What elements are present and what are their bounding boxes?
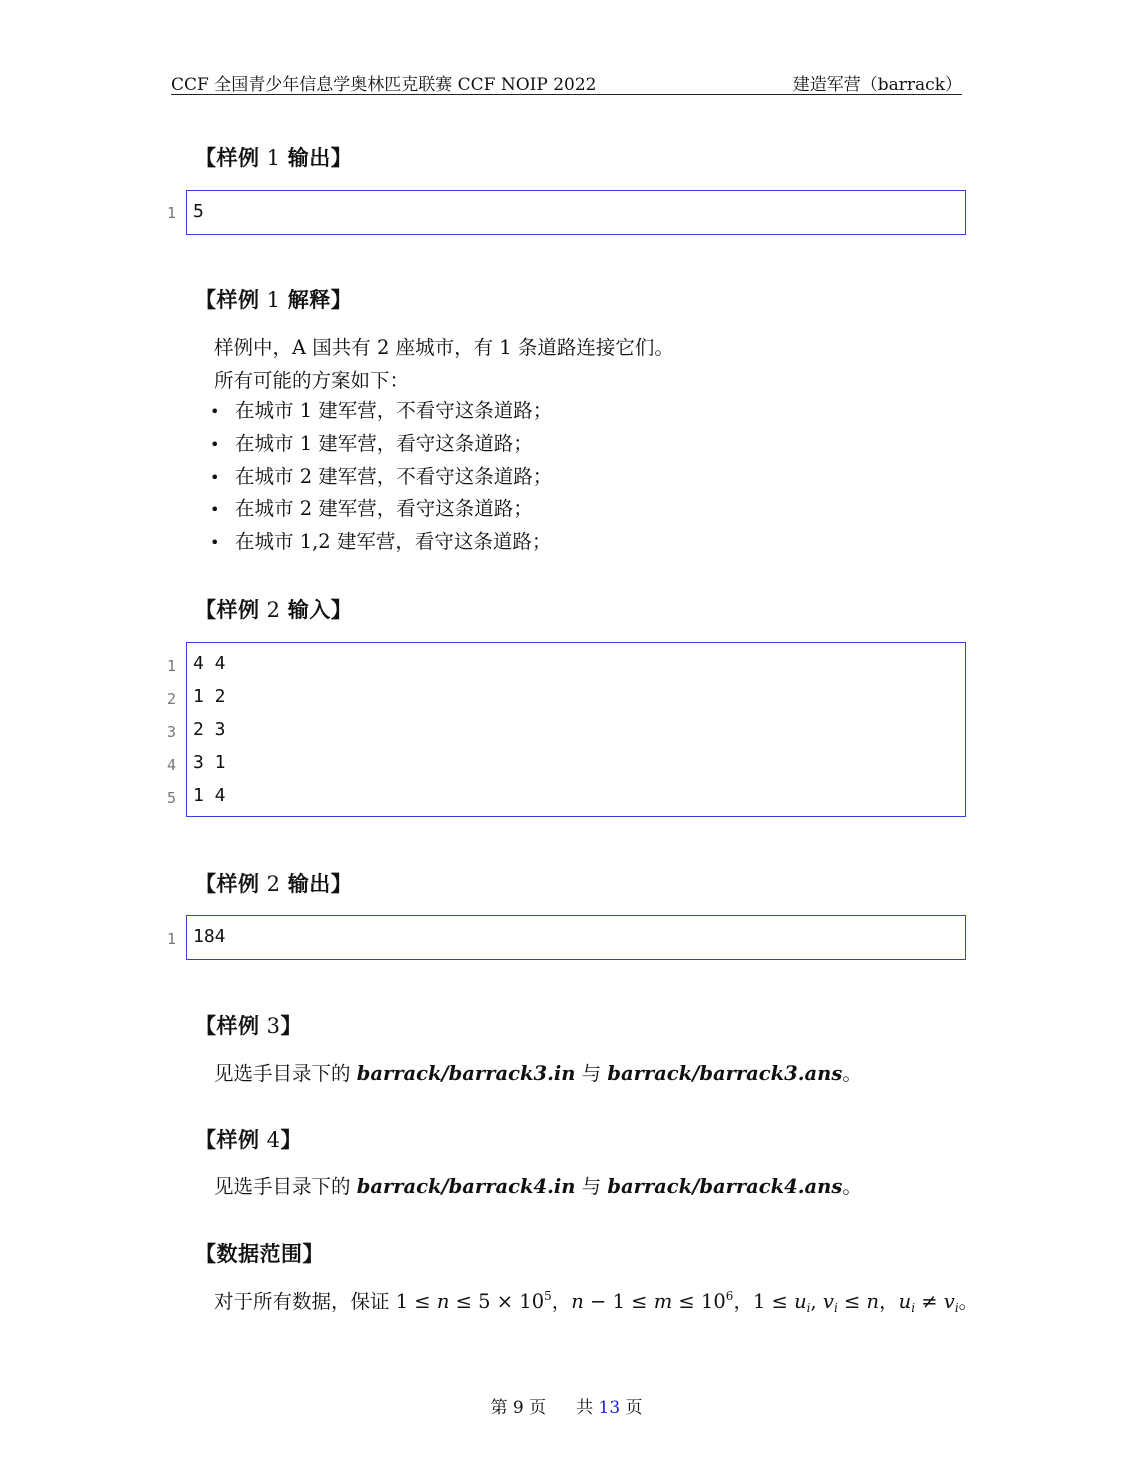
math-var: u xyxy=(794,1290,807,1313)
heading-number: 2 xyxy=(259,872,288,896)
page-footer xyxy=(0,1393,1133,1418)
footer-text: 页 xyxy=(620,1398,643,1418)
math-text: ≤ 5 × 10 xyxy=(449,1290,545,1313)
heading-text: 】 xyxy=(280,1128,303,1152)
math-subscript: i xyxy=(911,1301,916,1315)
math-text: ， xyxy=(879,1290,899,1313)
math-var: n xyxy=(436,1290,450,1313)
data-range-heading: 【数据范围】 xyxy=(195,1242,324,1266)
footer-text: 第 xyxy=(490,1398,513,1418)
heading-number: 4 xyxy=(259,1128,281,1152)
paragraph-text: 对于所有数据，保证 xyxy=(214,1290,396,1313)
math-var: v xyxy=(822,1290,834,1313)
bullet-icon: • xyxy=(210,533,220,553)
page-header xyxy=(171,66,962,95)
paragraph-text: 。 xyxy=(842,1062,862,1085)
line-number: 1 xyxy=(166,930,176,948)
page-number: 9 xyxy=(512,1398,524,1418)
heading-number: 2 xyxy=(259,598,288,622)
line-number: 3 xyxy=(166,723,176,741)
list-item-text: 在城市 1 建军营，不看守这条道路； xyxy=(235,399,553,422)
code-line: 1 2 xyxy=(193,686,226,707)
sample2-input-box xyxy=(186,642,966,817)
math-text: ≤ xyxy=(837,1290,867,1313)
math-var: n xyxy=(571,1290,584,1313)
plan-list xyxy=(210,395,552,559)
sample2-output-box xyxy=(186,915,966,960)
list-item-text: 在城市 2 建军营，看守这条道路； xyxy=(235,497,533,521)
line-number: 2 xyxy=(166,690,176,708)
heading-text: 【样例 xyxy=(195,288,260,312)
list-item xyxy=(210,493,552,526)
sample3-paragraph xyxy=(214,1058,862,1086)
math-subscript: i xyxy=(833,1301,838,1315)
total-pages-link[interactable]: 13 xyxy=(598,1398,621,1418)
input-filename: barrack/barrack3.in xyxy=(356,1062,576,1085)
answer-filename: barrack/barrack4.ans xyxy=(607,1175,843,1198)
line-number: 5 xyxy=(166,789,176,807)
sample1-output-box xyxy=(186,190,966,235)
list-item xyxy=(210,461,552,494)
heading-number: 3 xyxy=(259,1014,281,1038)
sample4-heading xyxy=(195,1124,302,1154)
math-exponent: 5 xyxy=(544,1289,552,1303)
heading-text: 【样例 xyxy=(195,1128,260,1152)
paragraph-text: 见选手目录下的 xyxy=(214,1175,357,1198)
sample1-output-heading xyxy=(195,142,352,172)
heading-text: 输出】 xyxy=(287,146,353,170)
math-text: , xyxy=(810,1290,823,1313)
math-text: ， xyxy=(551,1290,572,1313)
input-filename: barrack/barrack4.in xyxy=(356,1175,576,1198)
heading-text: 【样例 xyxy=(195,146,260,170)
math-var: n xyxy=(866,1290,880,1313)
bullet-icon: • xyxy=(210,434,220,454)
line-number: 4 xyxy=(166,756,176,774)
code-line: 4 4 xyxy=(193,653,226,674)
code-line: 2 3 xyxy=(193,719,226,740)
heading-number: 1 xyxy=(259,146,288,170)
sample1-explain-heading xyxy=(195,284,352,314)
heading-text: 【样例 xyxy=(195,598,260,622)
code-line: 1 4 xyxy=(193,785,226,806)
math-text: ， xyxy=(733,1290,753,1313)
footer-text: 页 xyxy=(523,1398,547,1418)
sample4-paragraph xyxy=(214,1171,862,1199)
sample2-input-heading xyxy=(195,594,352,624)
paragraph-text: 与 xyxy=(575,1175,608,1198)
answer-filename: barrack/barrack3.ans xyxy=(607,1062,843,1085)
list-item-text: 在城市 1,2 建军营，看守这条道路； xyxy=(235,530,552,554)
bullet-icon: • xyxy=(210,500,220,520)
heading-text: 【样例 xyxy=(195,872,260,896)
math-text: − 1 ≤ xyxy=(583,1290,654,1313)
list-item xyxy=(210,395,552,428)
math-exponent: 6 xyxy=(725,1289,734,1303)
math-var: v xyxy=(943,1290,955,1313)
math-subscript: i xyxy=(954,1301,959,1315)
header-contest-title: CCF 全国青少年信息学奥林匹克联赛 CCF NOIP 2022 xyxy=(171,75,597,95)
math-subscript: i xyxy=(806,1301,811,1315)
paragraph-text: 与 xyxy=(575,1062,608,1085)
math-text: 1 ≤ xyxy=(752,1290,795,1313)
code-line: 3 1 xyxy=(193,752,226,773)
explain-paragraph-2: 所有可能的方案如下： xyxy=(214,369,410,392)
list-item xyxy=(210,428,552,461)
line-number: 1 xyxy=(166,657,176,675)
code-line: 184 xyxy=(193,926,226,947)
footer-text: 共 xyxy=(576,1398,599,1418)
bullet-icon: • xyxy=(210,467,220,487)
list-item-text: 在城市 2 建军营，不看守这条道路； xyxy=(235,464,553,488)
math-var: u xyxy=(898,1290,912,1313)
heading-text: 解释】 xyxy=(287,288,353,312)
math-text: ≤ 10 xyxy=(672,1290,726,1313)
math-var: m xyxy=(653,1290,673,1313)
list-item-text: 在城市 1 建军营，看守这条道路； xyxy=(235,431,533,455)
paragraph-text: 见选手目录下的 xyxy=(214,1062,357,1085)
math-text: ≠ xyxy=(915,1290,944,1313)
math-text: 1 ≤ xyxy=(395,1290,437,1313)
code-line: 5 xyxy=(193,201,204,222)
line-number: 1 xyxy=(166,204,176,222)
heading-number: 1 xyxy=(259,288,288,312)
heading-text: 输出】 xyxy=(287,872,353,896)
data-range-paragraph xyxy=(214,1286,978,1315)
sample2-output-heading xyxy=(195,868,352,898)
bullet-icon: • xyxy=(210,402,220,421)
explain-paragraph-1: 样例中，A 国共有 2 座城市，有 1 条道路连接它们。 xyxy=(214,336,674,359)
heading-text: 【样例 xyxy=(195,1014,260,1038)
sample3-heading xyxy=(195,1010,302,1040)
heading-text: 】 xyxy=(280,1014,303,1038)
list-item xyxy=(210,526,552,559)
paragraph-text: 。 xyxy=(842,1175,862,1198)
header-problem-name: 建造军营（barrack） xyxy=(792,75,962,95)
paragraph-text: 。 xyxy=(958,1290,979,1313)
heading-text: 输入】 xyxy=(287,598,353,622)
